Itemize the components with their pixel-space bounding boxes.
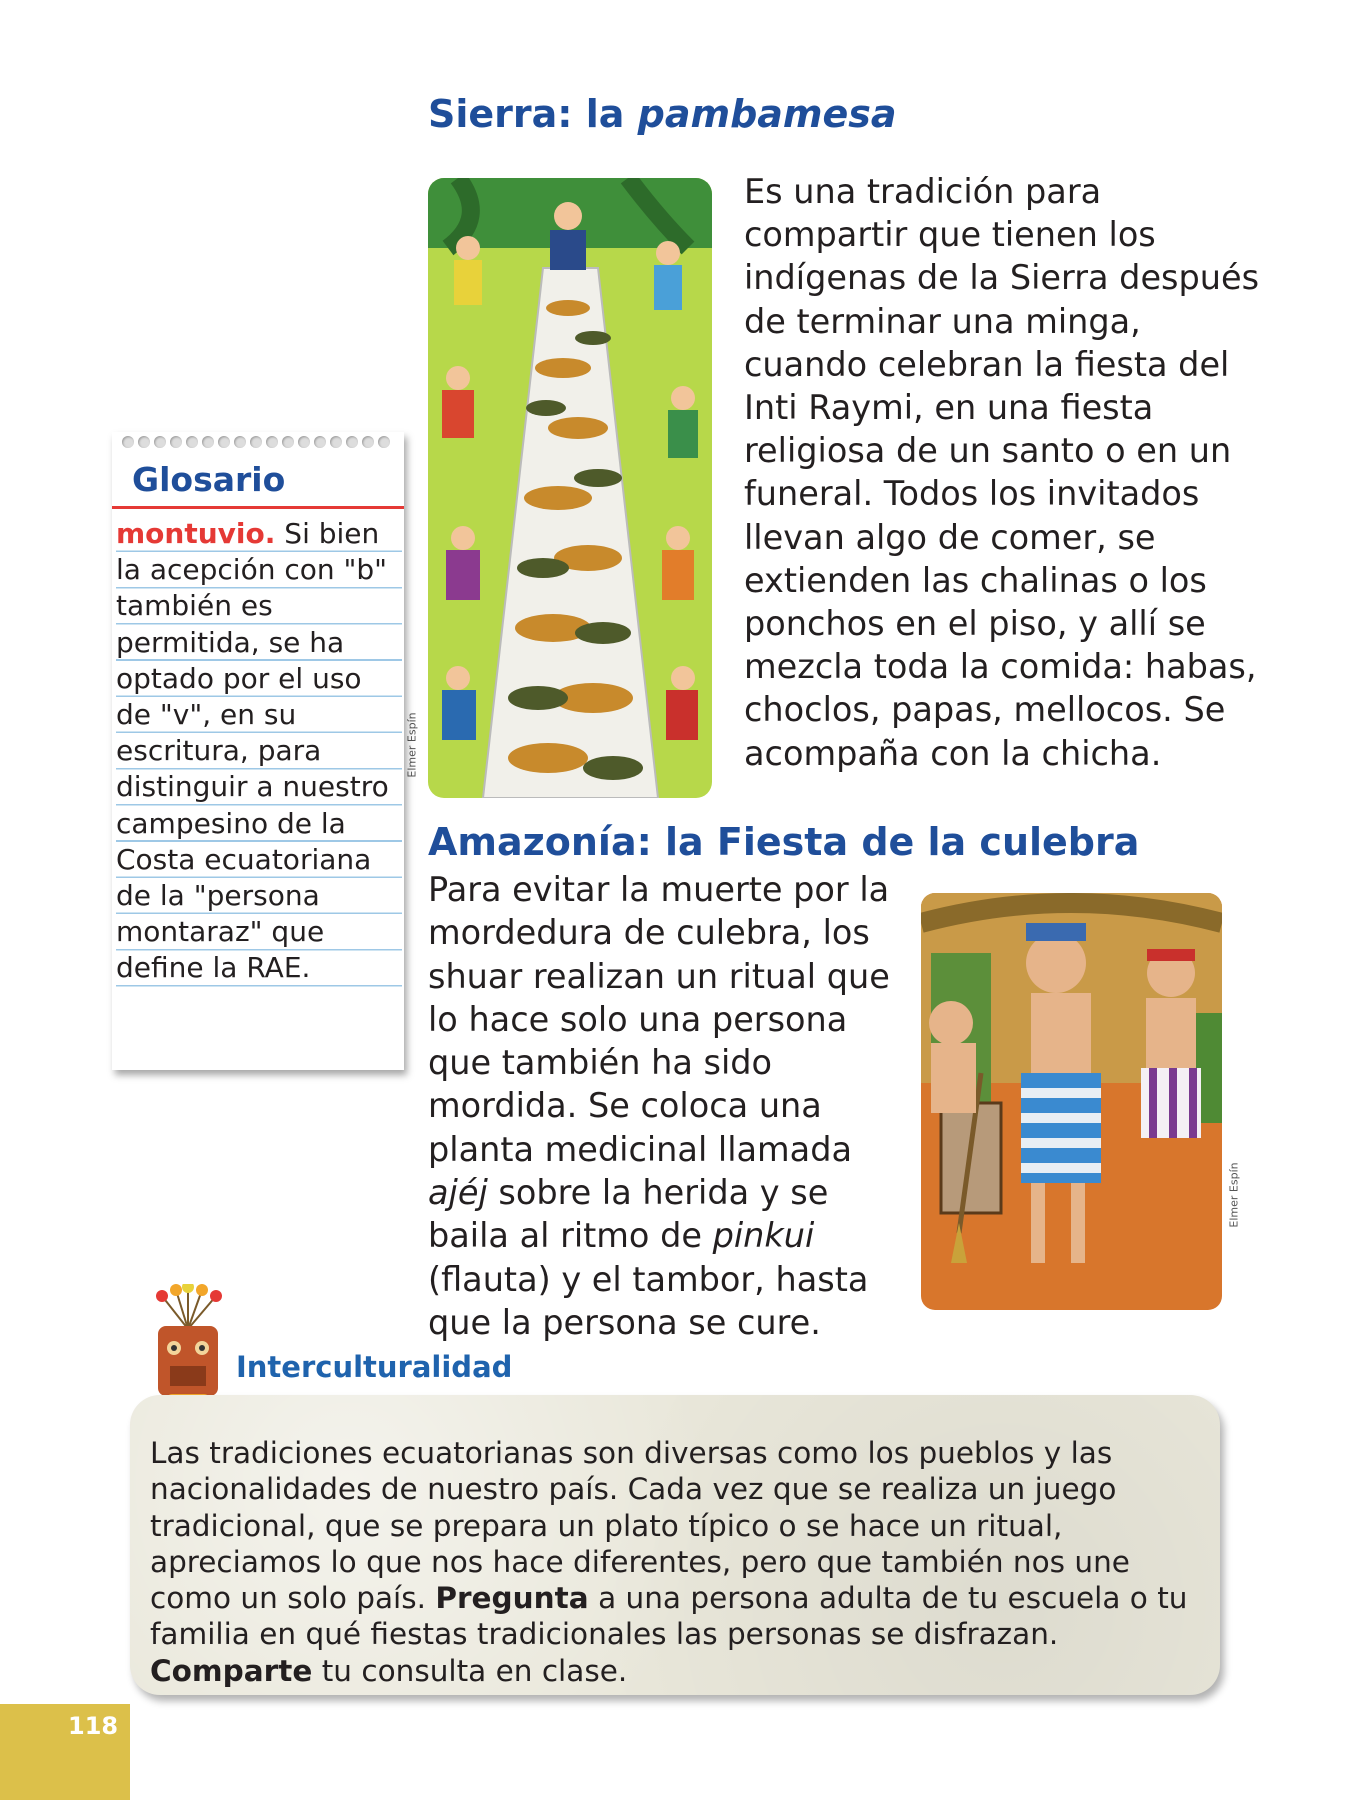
glossary-definition <box>116 516 402 987</box>
amazonia-term-ajej: ajéj <box>428 1173 488 1213</box>
amazonia-image-credit <box>1224 1150 1244 1240</box>
ring-icon <box>186 436 198 448</box>
amazonia-term-pinkui: pinkui <box>712 1216 815 1256</box>
page-number: 118 <box>68 1712 119 1740</box>
amazonia-paragraph <box>428 868 908 1344</box>
inter-text-part: tu consulta en clase. <box>312 1653 628 1688</box>
sierra-credit-text: Elmer Espín <box>405 712 419 778</box>
inter-keyword-pregunta: Pregunta <box>435 1581 589 1616</box>
ring-icon <box>298 436 310 448</box>
amazonia-text-part: (flauta) y el tambor, hasta que la persona se cure. <box>428 1259 869 1342</box>
ring-icon <box>378 436 390 448</box>
ring-icon <box>330 436 342 448</box>
ring-icon <box>266 436 278 448</box>
notebook-rings <box>122 436 402 448</box>
ring-icon <box>122 436 134 448</box>
interculturalidad-box <box>130 1395 1220 1695</box>
amazonia-text-part: sobre la herida y se baila al ritmo de <box>428 1173 829 1256</box>
ring-icon <box>154 436 166 448</box>
ring-icon <box>250 436 262 448</box>
ring-icon <box>138 436 150 448</box>
glossary-title: Glosario <box>132 460 286 499</box>
ring-icon <box>218 436 230 448</box>
inter-keyword-comparte: Comparte <box>150 1653 313 1688</box>
interculturalidad-title: Interculturalidad <box>236 1350 513 1384</box>
ring-icon <box>170 436 182 448</box>
amazonia-credit-text: Elmer Espín <box>1227 1162 1241 1228</box>
sierra-paragraph: Es una tradición para compartir que tienen los indígenas de la Sierra después de terminar una minga, cuando celebran la fiesta del Inti Raymi, en una fiesta religiosa de un santo o en un funeral. Todos los invitados llevan algo de comer, se extienden las chalinas o los ponchos en el piso, y allí se mezcla toda la comida: habas, choclos, papas, mellocos. Se acompaña con la chicha. <box>744 172 1260 773</box>
glossary-divider <box>112 506 404 509</box>
ring-icon <box>362 436 374 448</box>
shuar-ritual-illustration <box>921 893 1222 1310</box>
ring-icon <box>282 436 294 448</box>
sierra-title-prefix: Sierra: la <box>428 92 638 136</box>
glossary-term: montuvio. <box>116 517 276 550</box>
glossary-note <box>112 432 404 1070</box>
amazonia-section-title: Amazonía: la Fiesta de la culebra <box>428 820 1140 864</box>
ring-icon <box>202 436 214 448</box>
pambamesa-drawing <box>428 178 712 798</box>
sierra-title-emphasis: pambamesa <box>637 92 897 136</box>
pambamesa-illustration <box>428 178 712 798</box>
inter-text-part: a una persona adulta de tu escuela o tu familia en qué fiestas tradicionales las personas se disfrazan. <box>150 1581 1188 1652</box>
ring-icon <box>234 436 246 448</box>
ring-icon <box>346 436 358 448</box>
sierra-section-title <box>428 92 897 136</box>
shuar-ritual-drawing <box>921 893 1222 1310</box>
ring-icon <box>314 436 326 448</box>
amazonia-text-part: Para evitar la muerte por la mordedura de culebra, los shuar realizan un ritual que lo hace solo una persona que también ha sido mordida. Se coloca una planta medicinal llamada <box>428 870 890 1169</box>
glossary-definition-text: Si bien la acepción con "b" también es permitida, se ha optado por el uso de "v", en su escritura, para distinguir a nuestro campesino de la Costa ecuatoriana de la "persona montaraz" que define la RAE. <box>116 517 389 985</box>
interculturalidad-paragraph <box>150 1435 1210 1689</box>
sierra-image-credit <box>402 700 422 790</box>
inter-text-part: Las tradiciones ecuatorianas son diversas como los pueblos y las nacionalidades de nuestro país. Cada vez que se realiza un juego tradicional, que se prepara un plato típico o se hace un ritual, apreciamos lo que nos hace diferentes, pero que también nos une como un solo país. <box>150 1436 1130 1616</box>
